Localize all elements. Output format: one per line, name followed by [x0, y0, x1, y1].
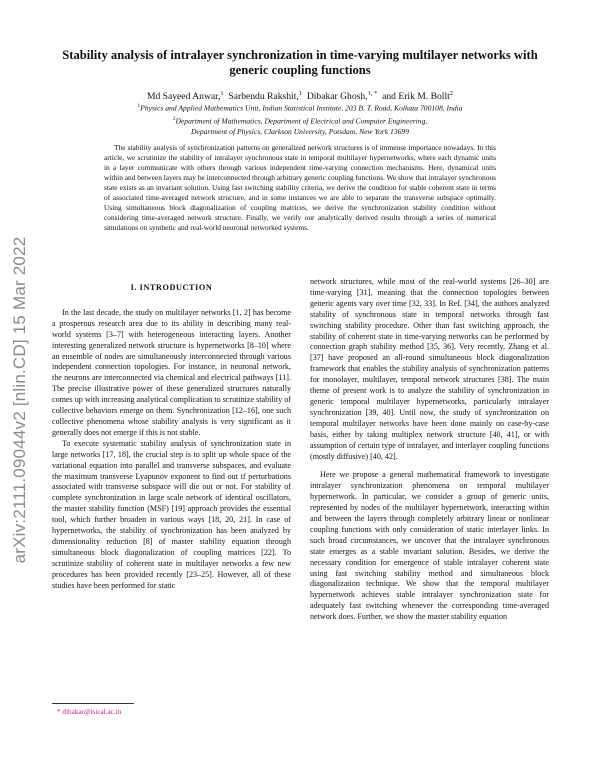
author-4: and Erik M. Bollt$^2$	[382, 90, 454, 103]
footnote-email[interactable]: dibakar@isical.ac.in	[62, 708, 122, 716]
affiliations	[60, 101, 540, 138]
section-heading-introduction: I. INTRODUCTION	[130, 283, 213, 292]
affiliation-3: Department of Physics, Clarkson University, Potsdam, New York 13699	[190, 127, 410, 137]
intro-paragraph-4: Here we propose a general mathematical framework to investigate intralayer synchronization phenomena on temporal multilayer hypernetwork. In particular, we consider a group of generic units, represented by nodes of the multilayer hypernetwork, interacting within and between the layers through completely arbitrary linear or nonlinear coupling functions with only consideration of static interlayer links. In such broad circumstances, we uncover that the intralayer synchronous state emerges as a stable invariant solution. Besides, we derive the necessary condition for emergence of stable intralayer coherent state using fast switching stability method and simultaneous block diagonalization technique. We show that the temporal multilayer hypernetwork achieves stable intralayer synchronization state for adequately fast switching whenever the corresponding time-averaged network does. Further, we show the master stability equation	[310, 470, 549, 622]
intro-paragraph-1: In the last decade, the study on multilayer networks [1, 2] has become a prosperous research area due to its ability in describing many real-world systems [3–7] with heterogeneous interacting layers. Another interesting generalized network structure is hypernetworks [8–10] where an ensemble of nodes are simultaneously interconnected through various independent connection topologies. For instance, in neuronal network, the neurons are interconnected via chemical and electrical pathways [11]. The precise illustrative power of these generalized structures naturally comes up with increasing analytical complication to scrutinize stability of collective behaviors emerge on them. Synchronization [12–16], one such collective phenomena whose stability analysis is very significant as it generally does not emerge if this is not stable.	[52, 307, 291, 437]
paper-title: Stability analysis of intralayer synchronization in time-varying multilayer networks with generic coupling functions	[62, 48, 538, 77]
intro-paragraph-3: network structures, while most of the real-world systems [26–30] are time-varying [31], meaning that the connection topologies between generic agents vary over time [32, 33]. In Ref. [34], the authors analyzed stability of synchronous state in temporal networks through fast switching stability procedure. Other than fast switching approach, the stability of coherent state in time-varying networks can be performed by connection graph stability method [35, 36]. Very recently, Zhang et al. [37] have proposed an all-round simultaneous block diagonalization framework that enables the stability analysis of synchronization patterns for monolayer, multilayer, temporal network structures [38]. The main theme of present work is to analyze the stability of synchronization in generic temporal multilayer hypernetworks, particularly intralayer synchronization [39, 40]. Until now, the study of synchronization on temporal multilayer networks have been done mainly on case-by-case basis, either by taking multiplex network structure [40, 41], or with assumption of certain type of intralayer, and interlayer coupling functions (mostly diffusive) [40, 42].	[310, 277, 549, 461]
arxiv-identifier	[3, 210, 37, 590]
left-column	[52, 283, 291, 591]
affiliation-1: $^1$Physics and Applied Mathematics Unit, Indian Statistical Institute, 203 B. T. Road, Kolkata 700108, India	[137, 103, 463, 113]
footnote-rule	[52, 703, 134, 704]
footnote-mark: *	[57, 708, 61, 716]
author-3: Dibakar Ghosh,$^{1, *}$	[306, 90, 378, 103]
affiliation-2: $^2$Department of Mathematics, Department of Electrical and Computer Engineering,	[172, 115, 428, 126]
abstract: The stability analysis of synchronization patterns on generalized network structures is of immense importance nowadays. In this article, we scrutinize the stability of intralayer synchronous state in temporal multilayer hypernetworks, where each dynamic units in a layer communicate with others through various independent time-varying connection mechanisms. Here, dynamical units within and between layers may be interconnected through arbitrary generic coupling functions. We show that intralayer synchronous state exists as an invariant solution. Using fast switching stability criteria, we derive the condition for stable coherent state in terms of associated time-averaged network structure, and in some instances we are able to separate the transverse subspace optimally. Using simultaneous block diagonalization of coupling matrices, we derive the synchronization stability condition without considering time-averaged network structure. Finally, we verify our analytically derived results through a series of numerical simulations on synthetic and real-world neuronal networked systems.	[104, 143, 496, 232]
arxiv-identifier-text: arXiv:2111.09044v2 [nlin.CD] 15 Mar 2022	[10, 236, 29, 564]
author-1: Md Sayeed Anwar,$^1$	[146, 90, 224, 103]
intro-paragraph-2: To execute systematic stability analysis of synchronization state in large networks [17, 18], the crucial step is to split up whole space of the variational equation into parallel and transverse subspaces, and evaluate the maximum transverse Lyapunov exponent to find out if perturbations associated with transverse subspace will die out or not. For stability of complete synchronization in large scale network of identical oscillators, the master stability function (MSF) [19] approach provides the essential tool, which further broaden in various ways [18, 20, 21]. In case of hypernetworks, the stability of synchronization has been analyzed by dimensionality reduction [8] of master stability equation through simultaneous block diagonalization of coupling matrices [22]. To scrutinize stability of coherent state in multilayer networks a few new procedures has been provided recently [23–25]. However, all of these studies have been performed for static	[52, 438, 291, 590]
right-column	[310, 277, 549, 623]
footnote	[57, 708, 121, 716]
author-2: Sarbendu Rakshit,$^1$	[228, 90, 303, 103]
